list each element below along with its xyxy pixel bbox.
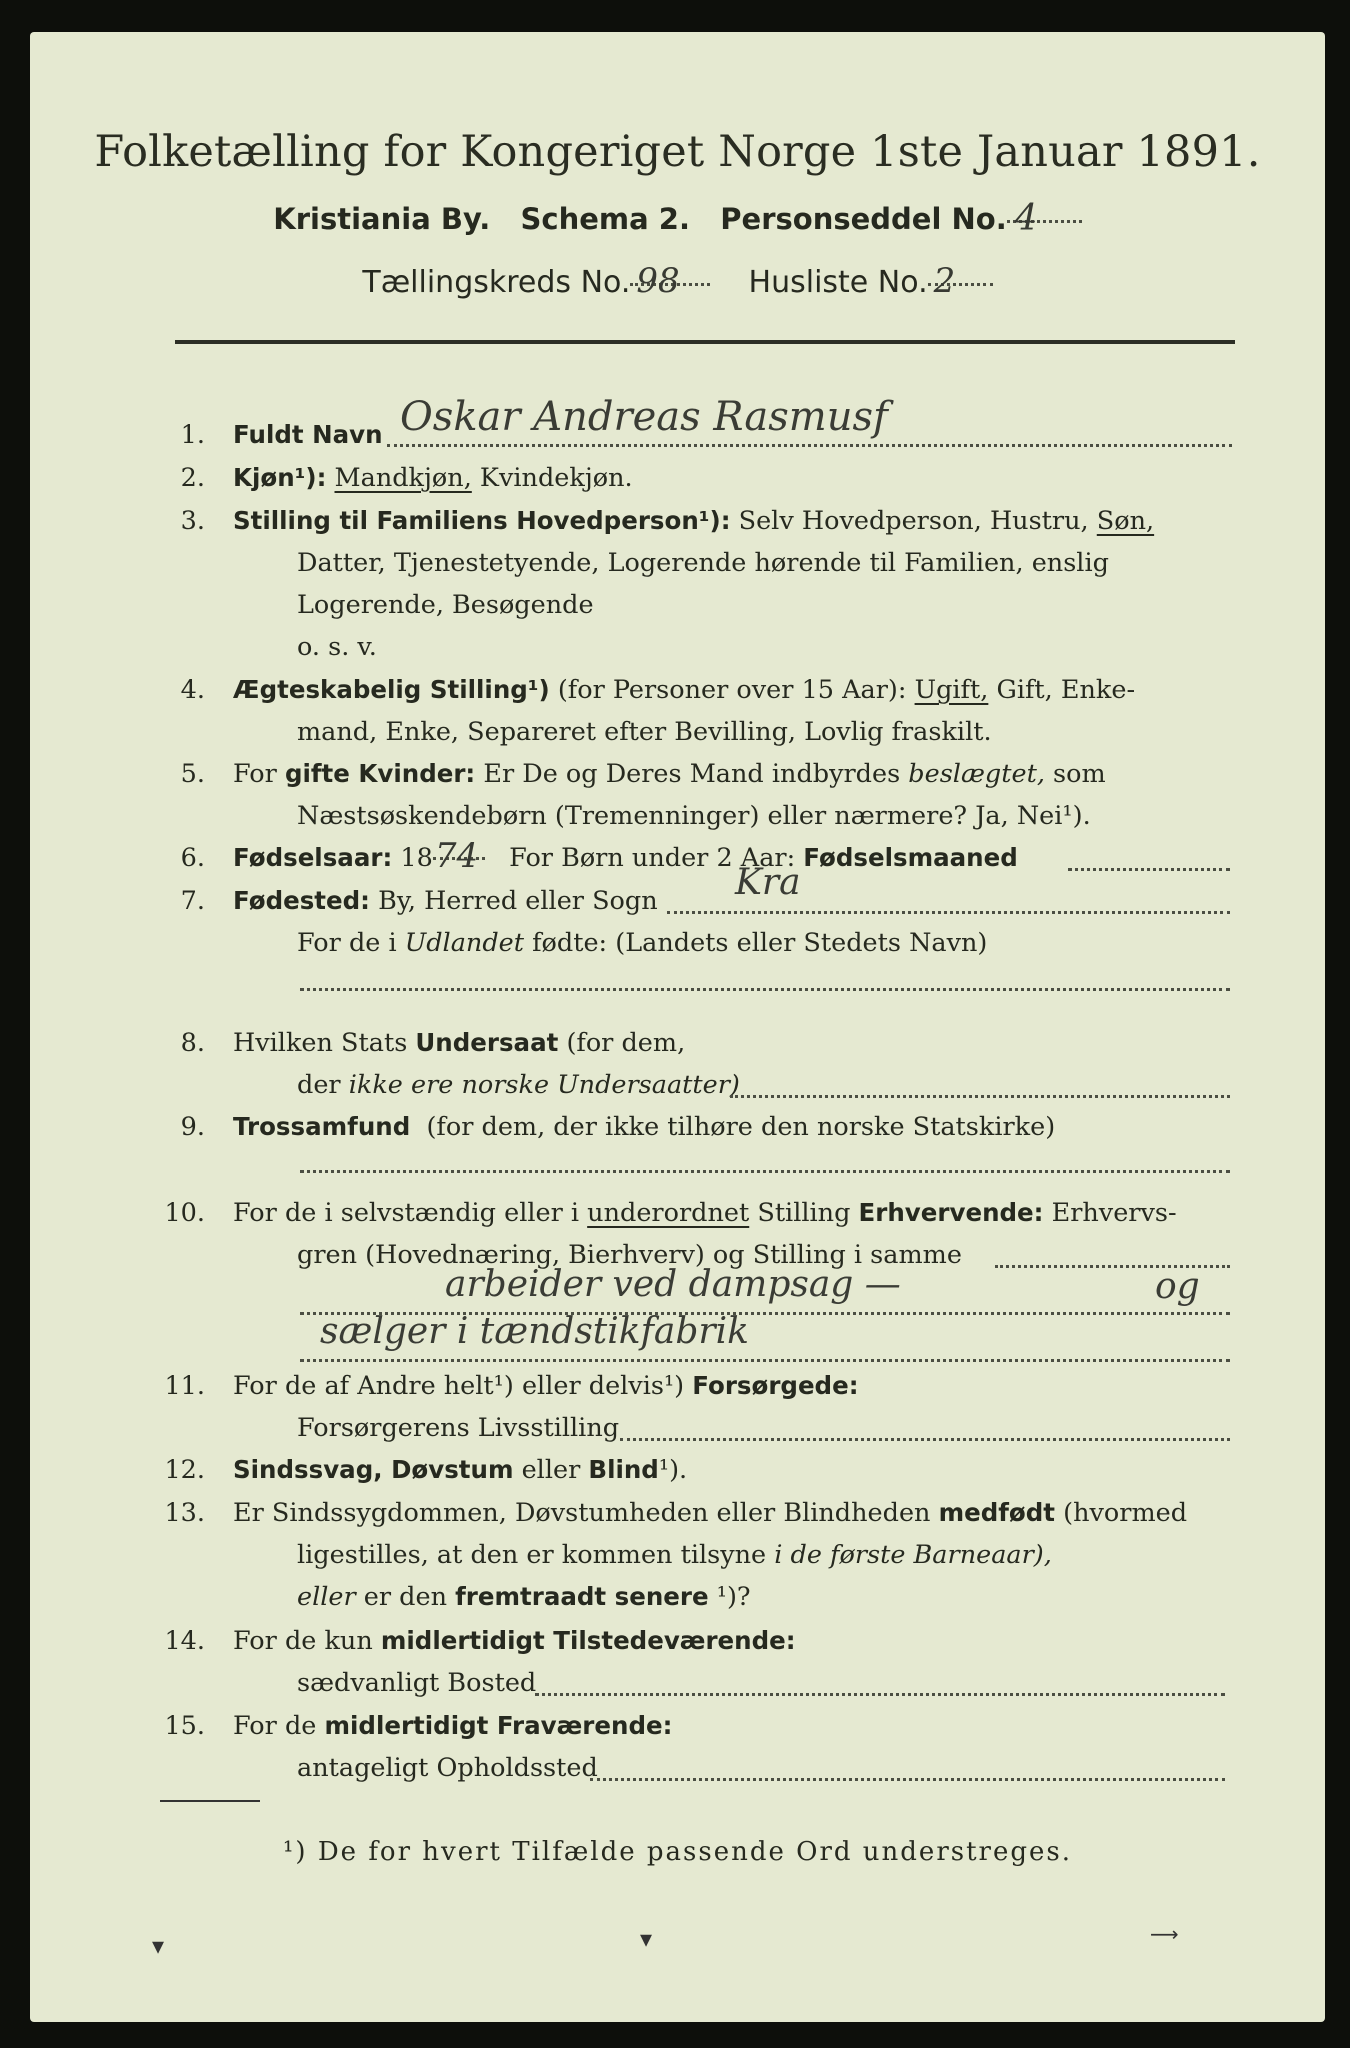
item-10-line2: gren (Hovednæring, Bierhverv) og Stilling i samme	[297, 1240, 962, 1270]
item-8-number: 8.	[180, 1028, 205, 1058]
item-3-line1: Stilling til Familiens Hovedperson¹): Selv Hovedperson, Hustru, Søn,	[233, 506, 1155, 536]
item-14-number: 14.	[164, 1626, 205, 1656]
item-11-line1: For de af Andre helt¹) eller delvis¹) Forsørgede:	[233, 1371, 859, 1401]
occupation-value-2: og	[1155, 1266, 1200, 1307]
item-10-line1: For de i selvstændig eller i underordnet Stilling Erhvervende: Erhvervs-	[233, 1198, 1177, 1228]
occupation-field-3[interactable]	[300, 1359, 1230, 1362]
foreign-birthplace-field[interactable]	[300, 988, 1230, 991]
kreds-label: Tællingskreds No.	[362, 265, 631, 300]
item-8-line1: Hvilken Stats Undersaat (for dem,	[233, 1028, 686, 1058]
personseddel-value: 4	[1014, 198, 1038, 239]
item-6-line1: Fødselsaar: 18 74 For Børn under 2 Aar: Fødselsmaaned	[233, 836, 1018, 876]
item-5-line2: Næstsøskendebørn (Tremenninger) eller nærmere? Ja, Nei¹).	[297, 801, 1091, 831]
birth-year-field[interactable]	[433, 836, 485, 876]
religion-field[interactable]	[300, 1170, 1230, 1173]
item-10-number: 10.	[164, 1198, 205, 1228]
city-label: Kristiania By.	[273, 202, 491, 236]
option-son[interactable]: Søn,	[1096, 506, 1155, 536]
item-2-text: Kjøn¹): Mandkjøn, Kvindekjøn.	[233, 463, 633, 493]
temporary-residence-field[interactable]	[590, 1778, 1225, 1781]
form-subtitle	[30, 198, 1325, 239]
item-3-line4: o. s. v.	[297, 632, 377, 662]
item-13-line2: ligestilles, at den er kommen tilsyne i de første Barneaar),	[297, 1540, 1052, 1570]
birthplace-value: Kra	[735, 862, 801, 903]
item-7-line2: For de i Udlandet fødte: (Landets eller Stedets Navn)	[297, 928, 988, 958]
footnote-divider	[160, 1800, 260, 1802]
option-underordnet[interactable]: underordnet	[587, 1198, 750, 1228]
option-mandkjon[interactable]: Mandkjøn,	[334, 463, 472, 493]
item-12-line1: Sindssvag, Døvstum eller Blind¹).	[233, 1455, 688, 1485]
item-12-number: 12.	[164, 1455, 205, 1485]
item-7-number: 7.	[180, 886, 205, 916]
item-13-line1: Er Sindssygdommen, Døvstumheden eller Blindheden medfødt (hvormed	[233, 1498, 1188, 1528]
item-5-number: 5.	[180, 759, 205, 789]
name-field[interactable]	[387, 444, 1232, 447]
husliste-value: 2	[933, 261, 956, 301]
item-11-number: 11.	[164, 1371, 205, 1401]
option-kvindekjon[interactable]: Kvindekjøn.	[479, 463, 633, 493]
district-line	[30, 261, 1325, 301]
husliste-field[interactable]	[928, 261, 993, 301]
binding-mark-left-icon: ▾	[152, 1932, 165, 1960]
census-form	[30, 32, 1325, 2022]
item-3-line2: Datter, Tjenestetyende, Logerende hørende til Familien, enslig	[297, 548, 1109, 578]
usual-residence-field[interactable]	[535, 1693, 1225, 1696]
citizenship-field[interactable]	[730, 1095, 1230, 1098]
provider-field[interactable]	[620, 1438, 1230, 1441]
personseddel-label: Personseddel No.	[720, 202, 1007, 236]
item-6-number: 6.	[180, 843, 205, 873]
item-7-line1: Fødested: By, Herred eller Sogn	[233, 886, 658, 916]
item-15-line1: For de midlertidigt Fraværende:	[233, 1711, 673, 1741]
item-4-number: 4.	[180, 675, 205, 705]
item-4-line2: mand, Enke, Separeret efter Bevilling, Lovlig fraskilt.	[297, 717, 992, 747]
birth-month-field[interactable]	[1068, 868, 1230, 871]
footnote: ¹) De for hvert Tilfælde passende Ord understreges.	[282, 1837, 1072, 1867]
item-1-number: 1.	[180, 420, 205, 450]
item-15-line2: antageligt Opholdssted	[297, 1753, 598, 1783]
kreds-value: 98	[636, 261, 680, 301]
item-1-label: Fuldt Navn	[233, 420, 383, 449]
option-ugift[interactable]: Ugift,	[914, 675, 989, 705]
birth-year-value: 74	[434, 836, 479, 876]
item-13-line3: eller er den fremtraadt senere ¹)?	[297, 1582, 751, 1612]
occupation-value-1: arbeider ved dampsag —	[445, 1264, 901, 1305]
item-2-number: 2.	[180, 463, 205, 493]
item-9-line1: Trossamfund (for dem, der ikke tilhøre den norske Statskirke)	[233, 1112, 1056, 1142]
item-15-number: 15.	[164, 1711, 205, 1741]
schema-label: Schema 2.	[520, 202, 690, 236]
husliste-label: Husliste No.	[748, 265, 928, 300]
item-11-line2: Forsørgerens Livsstilling	[297, 1413, 620, 1443]
kreds-field[interactable]	[630, 261, 710, 301]
item-3-number: 3.	[180, 506, 205, 536]
binding-mark-right-icon: ⟶	[1150, 1922, 1179, 1946]
item-14-line2: sædvanligt Bosted	[297, 1668, 537, 1698]
name-value: Oskar Andreas Rasmusf	[400, 394, 888, 440]
personseddel-field[interactable]	[1007, 198, 1082, 239]
header-divider	[175, 340, 1235, 344]
item-3-line3: Logerende, Besøgende	[297, 590, 594, 620]
birthplace-field[interactable]	[667, 911, 1230, 914]
item-13-number: 13.	[164, 1498, 205, 1528]
item-9-number: 9.	[180, 1112, 205, 1142]
item-14-line1: For de kun midlertidigt Tilstedeværende:	[233, 1626, 796, 1656]
binding-mark-center-icon: ▾	[640, 1925, 653, 1953]
form-title: Folketælling for Kongeriget Norge 1ste Januar 1891.	[94, 127, 1261, 177]
item-5-line1: For gifte Kvinder: Er De og Deres Mand indbyrdes beslægtet, som	[233, 759, 1106, 789]
item-8-line2: der ikke ere norske Undersaatter)	[297, 1070, 740, 1100]
item-4-line1: Ægteskabelig Stilling¹) (for Personer over 15 Aar): Ugift, Gift, Enke-	[233, 675, 1136, 705]
occupation-value-3: sælger i tændstikfabrik	[320, 1311, 749, 1352]
